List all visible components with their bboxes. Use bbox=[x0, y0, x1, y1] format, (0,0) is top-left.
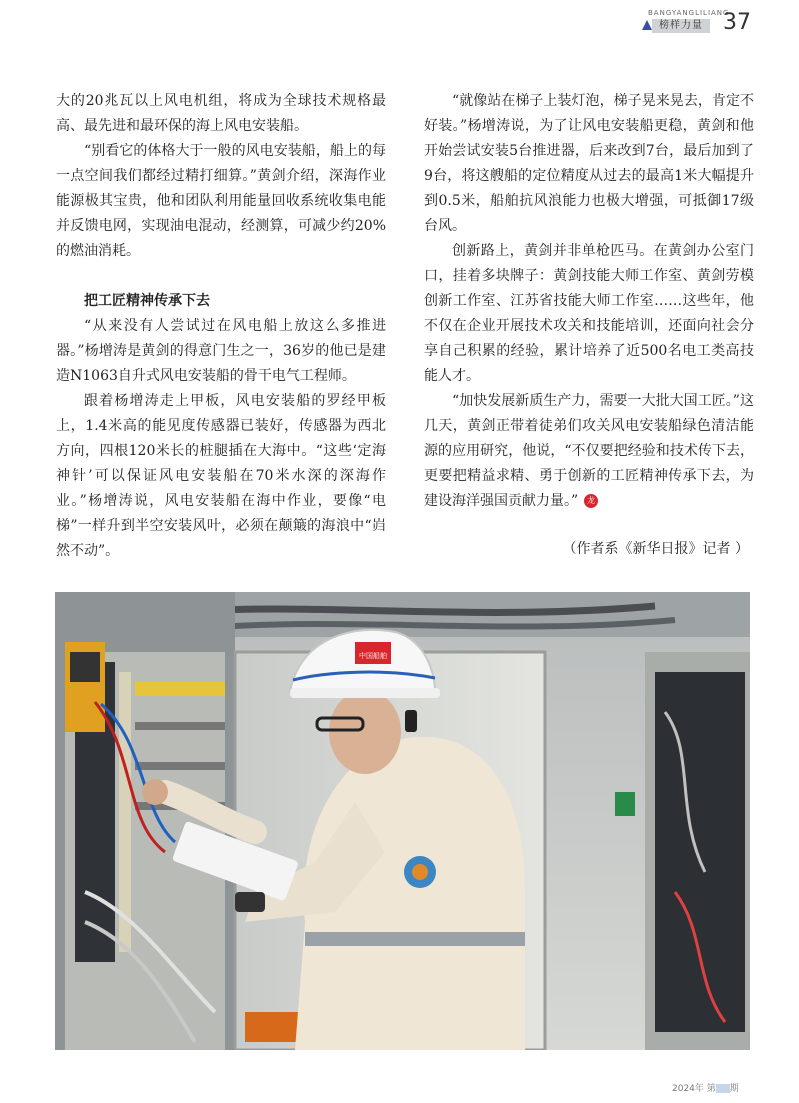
footer bbox=[672, 1081, 739, 1094]
section-heading: 把工匠精神传承下去 bbox=[84, 293, 210, 309]
issue-number-placeholder bbox=[716, 1084, 730, 1093]
paragraph: “就像站在梯子上装灯泡，梯子晃来晃去，肯定不好装。”杨增涛说，为了让风电安装船更稳，黄剑和他开始尝试安装5台推进器，后来改到7台，最后加到了9台，将这艘船的定位精度从过去的最高1米大幅提升到0.5米，船舶抗风浪能力也极大增强，可抵御17级台风。 bbox=[424, 93, 754, 234]
paragraph: 大的20兆瓦以上风电机组，将成为全球技术规格最高、最先进和最环保的海上风电安装船。 bbox=[56, 93, 386, 134]
paragraph: 创新路上，黄剑并非单枪匹马。在黄剑办公室门口，挂着多块牌子：黄剑技能大师工作室、黄剑劳模创新工作室、江苏省技能大师工作室……这些年，他不仅在企业开展技术攻关和技能培训，还面向社会分享自己积累的经验，累计培养了近500名电工类高技能人才。 bbox=[424, 243, 754, 384]
end-mark-icon: 龙 bbox=[584, 494, 598, 508]
section-label-en: BANGYANGLILIANG bbox=[648, 9, 730, 17]
section-label-cn: 榜样力量 bbox=[652, 19, 710, 33]
paragraph: “别看它的体格大于一般的风电安装船，船上的每一点空间我们都经过精打细算。”黄剑介绍，深海作业能源极其宝贵，他和团队利用能量回收系统收集电能并反馈电网，实现油电混动，经测算，可减少约20%的燃油消耗。 bbox=[56, 143, 386, 259]
paragraph: 跟着杨增涛走上甲板，风电安装船的罗经甲板上，1.4米高的能见度传感器已装好，传感器为西北方向，四根120米长的桩腿插在大海中。“这些‘定海神针’可以保证风电安装船在70米水深的深海作业。”杨增涛说，风电安装船在海中作业，要像“电梯”一样升到半空安装风叶，必须在颠簸的海浪中“岿然不动”。 bbox=[56, 393, 386, 559]
right-column bbox=[424, 89, 754, 514]
section-triangle-icon bbox=[642, 20, 652, 30]
left-column bbox=[56, 89, 386, 564]
paragraph: “从来没有人尝试过在风电船上放这么多推进器。”杨增涛是黄剑的得意门生之一，36岁的他已是建造N1063自升式风电安装船的骨干电气工程师。 bbox=[56, 318, 386, 384]
paragraph-text: “加快发展新质生产力，需要一大批大国工匠。”这几天，黄剑正带着徒弟们攻关风电安装船绿色清洁能源的应用研究，他说，“不仅要把经验和技术传下去，更要把精益求精、勇于创新的工匠精神传承下去，为建设海洋强国贡献力量。” bbox=[424, 393, 754, 509]
footer-issue-prefix: 第 bbox=[706, 1084, 716, 1094]
footer-year: 2024年 bbox=[672, 1084, 704, 1094]
author-byline: （作者系《新华日报》记者 ） bbox=[562, 541, 749, 557]
engineer-photo bbox=[55, 592, 750, 1050]
helmet-label: 中国船舶 bbox=[359, 652, 387, 660]
page-number: 37 bbox=[723, 10, 751, 35]
footer-issue-suffix: 期 bbox=[729, 1084, 739, 1094]
paragraph-final bbox=[424, 389, 754, 514]
